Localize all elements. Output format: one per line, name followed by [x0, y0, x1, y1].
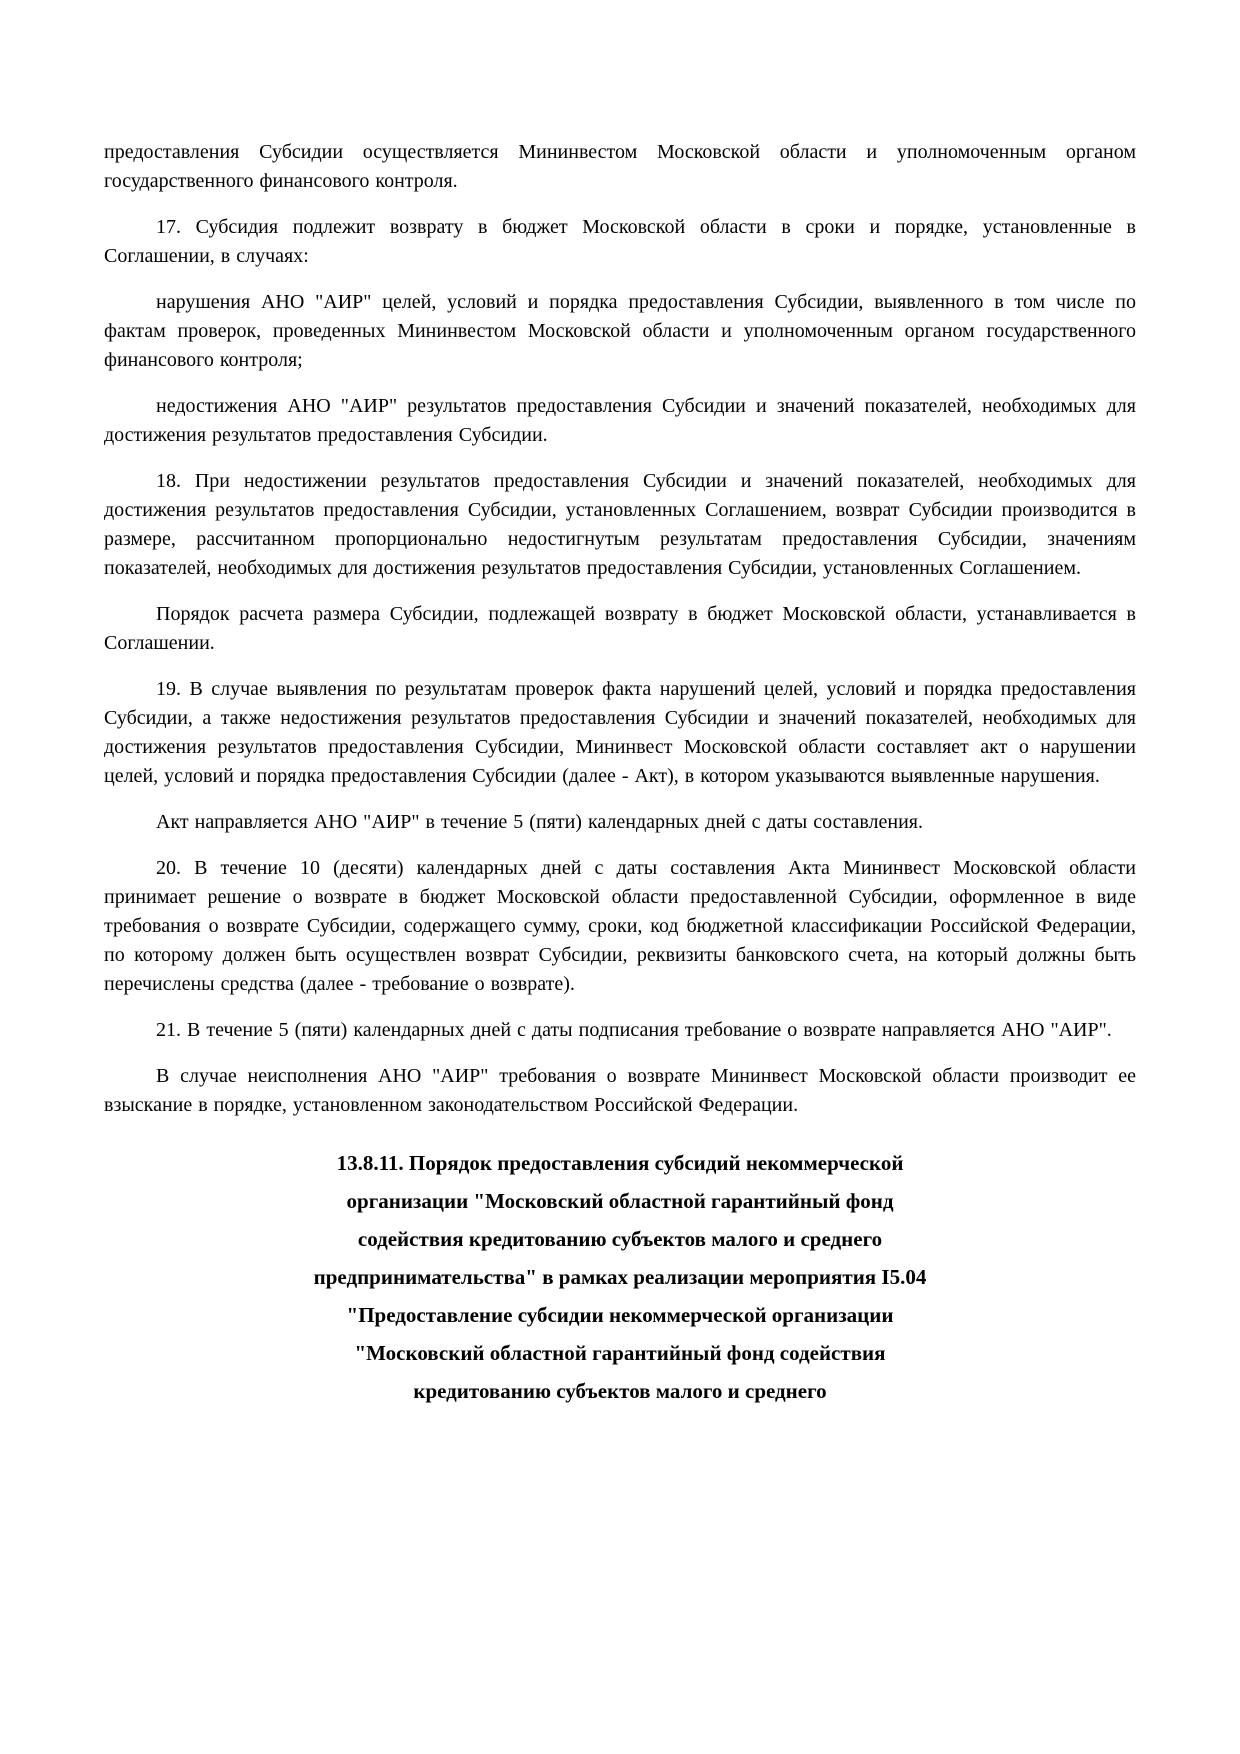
heading-line: предпринимательства" в рамках реализации мероприятия I5.04	[313, 1265, 927, 1289]
heading-line: содействия кредитованию субъектов малого и среднего	[357, 1227, 883, 1251]
heading-line: организации "Московский областной гарантийный фонд	[346, 1189, 894, 1213]
body-paragraph: нарушения АНО "АИР" целей, условий и порядка предоставления Субсидии, выявленного в том числе по фактам проверок, проведенных Мининвестом Московской области и уполномоченным органом государственного финансового контроля;	[104, 291, 1136, 371]
body-paragraph: Порядок расчета размера Субсидии, подлежащей возврату в бюджет Московской области, устанавливается в Соглашении.	[104, 603, 1136, 654]
body-paragraph: 19. В случае выявления по результатам проверок факта нарушений целей, условий и порядка предоставления Субсидии, а также недостижения результатов предоставления Субсидии и значений показателей, необходимых для достижения результатов предоставления Субсидии, Мининвест Московской области составляет акт о нарушении целей, условий и порядка предоставления Субсидии (далее - Акт), в котором указываются выявленные нарушения.	[104, 678, 1136, 787]
body-paragraph: 20. В течение 10 (десяти) календарных дней с даты составления Акта Мининвест Московской области принимает решение о возврате в бюджет Московской области предоставленной Субсидии, оформленное в виде требования о возврате Субсидии, содержащего сумму, сроки, код бюджетной классификации Российской Федерации, по которому должен быть осуществлен возврат Субсидии, реквизиты банковского счета, на который должны быть перечислены средства (далее - требование о возврате).	[104, 857, 1136, 995]
body-paragraph: 18. При недостижении результатов предоставления Субсидии и значений показателей, необходимых для достижения результатов предоставления Субсидии, установленных Соглашением, возврат Субсидии производится в размере, рассчитанном пропорционально недостигнутым результатам предоставления Субсидии, значениям показателей, необходимых для достижения результатов предоставления Субсидии, установленных Соглашением.	[104, 470, 1136, 579]
heading-line: "Московский областной гарантийный фонд содействия	[354, 1341, 886, 1365]
body-paragraph: Акт направляется АНО "АИР" в течение 5 (пяти) календарных дней с даты составления.	[156, 811, 923, 833]
body-paragraph: 17. Субсидия подлежит возврату в бюджет Московской области в сроки и порядке, установленные в Соглашении, в случаях:	[104, 216, 1136, 267]
section-heading	[104, 1144, 1136, 1410]
body-paragraph: предоставления Субсидии осуществляется Мининвестом Московской области и уполномоченным органом государственного финансового контроля.	[104, 141, 1136, 192]
heading-line: 13.8.11. Порядок предоставления субсидий некоммерческой	[336, 1151, 904, 1175]
heading-line: "Предоставление субсидии некоммерческой организации	[346, 1303, 894, 1327]
body-paragraph: недостижения АНО "АИР" результатов предоставления Субсидии и значений показателей, необходимых для достижения результатов предоставления Субсидии.	[104, 395, 1136, 446]
body-paragraph: В случае неисполнения АНО "АИР" требования о возврате Мининвест Московской области производит ее взыскание в порядке, установленном законодательством Российской Федерации.	[104, 1065, 1136, 1116]
heading-line: кредитованию субъектов малого и среднего	[413, 1379, 827, 1403]
body-paragraph: 21. В течение 5 (пяти) календарных дней с даты подписания требование о возврате направляется АНО "АИР".	[156, 1019, 1112, 1041]
